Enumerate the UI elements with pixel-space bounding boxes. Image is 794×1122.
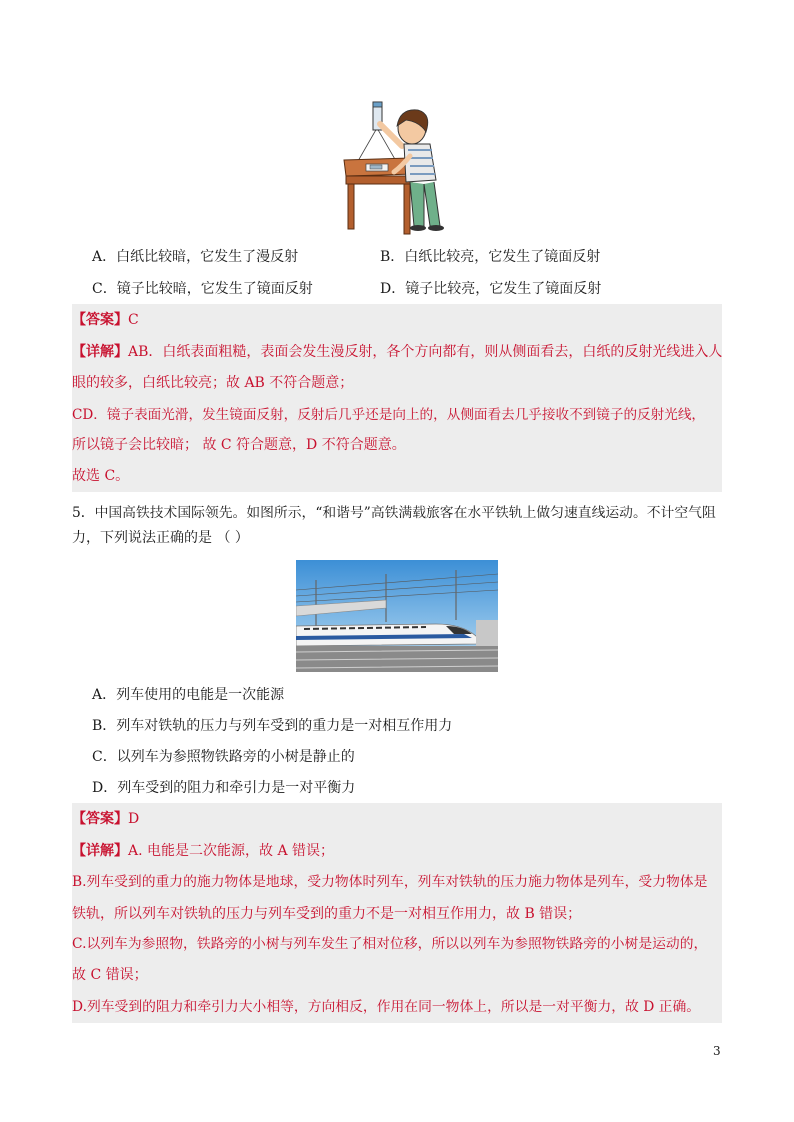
q4-detail-line-3: CD．镜子表面光滑，发生镜面反射，反射后几乎还是向上的，从侧面看去几乎接收不到镜子的反射光线，	[72, 407, 706, 423]
q5-detail-line-2: B.列车受到的重力的施力物体是地球，受力物体时列车，列车对铁轨的压力施力物体是列车，受力物体是	[72, 874, 708, 890]
q5-option-d: D．列车受到的阻力和牵引力是一对平衡力	[92, 780, 356, 796]
q5-detail-line-4: C.以列车为参照物，铁路旁的小树与列车发生了相对位移，所以以列车为参照物铁路旁的小树是运动的，	[72, 936, 708, 952]
q4-option-a: A．白纸比较暗，它发生了漫反射	[92, 249, 299, 265]
q5-stem-line-2: 力，下列说法正确的是 （ ）	[72, 530, 249, 546]
q5-detail-line-6: D.列车受到的阻力和牵引力大小相等，方向相反，作用在同一物体上，所以是一对平衡力，故 D 正确。	[72, 999, 701, 1015]
high-speed-train-photo	[296, 560, 498, 672]
q4-answer-box	[72, 304, 722, 492]
q5-detail-line-5: 故 C 错误；	[72, 967, 148, 983]
q5-option-a: A．列车使用的电能是一次能源	[92, 687, 285, 703]
q5-stem-line-1: 5．中国高铁技术国际领先。如图所示，“和谐号”高铁满载旅客在水平铁轨上做匀速直线运动。不计空气阻	[72, 505, 716, 521]
q5-option-b: B．列车对铁轨的压力与列车受到的重力是一对相互作用力	[92, 718, 453, 734]
q5-detail-line-3: 铁轨，所以列车对铁轨的压力与列车受到的重力不是一对相互作用力，故 B 错误；	[72, 906, 582, 922]
q4-option-d: D．镜子比较亮，它发生了镜面反射	[380, 281, 602, 297]
q5-detail-tag: 【详解】	[72, 843, 128, 859]
q4-option-b: B．白纸比较亮，它发生了镜面反射	[380, 249, 601, 265]
q4-detail-line-4: 所以镜子会比较暗； 故 C 符合题意，D 不符合题意。	[72, 437, 406, 453]
q5-detail-line-1	[72, 841, 334, 861]
q5-answer-tag: 【答案】	[72, 811, 128, 827]
q4-answer	[72, 310, 139, 330]
q4-detail-line-1	[72, 342, 722, 362]
q4-detail-line-5: 故选 C。	[72, 468, 130, 484]
q4-answer-tag: 【答案】	[72, 312, 128, 328]
q5-answer	[72, 809, 139, 829]
q5-detail-text-1: A. 电能是二次能源，故 A 错误；	[128, 843, 335, 859]
flashlight-experiment-figure	[340, 100, 460, 235]
page-number: 3	[713, 1044, 721, 1058]
q4-detail-line-2: 眼的较多，白纸比较亮；故 AB 不符合题意；	[72, 375, 354, 391]
q4-detail-text-1: AB．白纸表面粗糙，表面会发生漫反射，各个方向都有，则从侧面看去，白纸的反射光线进入人	[128, 344, 723, 360]
q4-answer-value: C	[128, 312, 139, 328]
q5-option-c: C．以列车为参照物铁路旁的小树是静止的	[92, 749, 355, 765]
q4-detail-tag: 【详解】	[72, 344, 128, 360]
q5-answer-value: D	[128, 811, 140, 827]
q4-option-c: C．镜子比较暗，它发生了镜面反射	[92, 281, 313, 297]
